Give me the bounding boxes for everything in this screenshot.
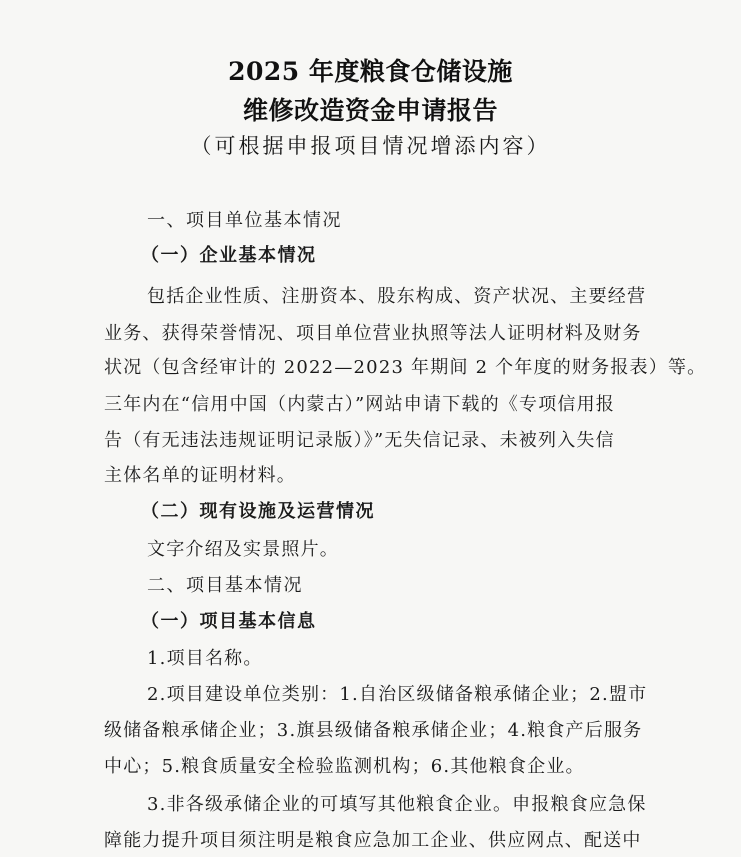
subsection-heading-3: （一）项目基本信息 xyxy=(141,611,317,632)
document-title-line1: 2025 年度粮食仓储设施 xyxy=(228,57,513,86)
subsection-heading-1: （一）企业基本情况 xyxy=(141,245,317,266)
paragraph-line: 状况（包含经审计的 2022—2023 年期间 2 个年度的财务报表）等。 xyxy=(104,357,707,378)
subsection-heading-2: （二）现有设施及运营情况 xyxy=(141,501,375,522)
paragraph-line: 三年内在“信用中国（内蒙古）”网站申请下载的《专项信用报 xyxy=(104,394,616,415)
paragraph-line: 1.项目名称。 xyxy=(147,648,263,669)
section-heading-1: 一、项目单位基本情况 xyxy=(147,210,342,231)
paragraph-line: 级储备粮承储企业；3.旗县级储备粮承储企业；4.粮食产后服务 xyxy=(104,720,643,741)
paragraph-line: 3.非各级承储企业的可填写其他粮食企业。申报粮食应急保 xyxy=(147,794,647,815)
paragraph-line: 告（有无违法违规证明记录版）》”无失信记录、未被列入失信 xyxy=(104,430,615,451)
document-subtitle: （可根据申报项目情况增添内容） xyxy=(190,134,551,158)
paragraph-line: 中心；5.粮食质量安全检验监测机构；6.其他粮食企业。 xyxy=(104,756,585,777)
paragraph-line: 包括企业性质、注册资本、股东构成、资产状况、主要经营 xyxy=(147,286,647,307)
paragraph-line: 2.项目建设单位类别：1.自治区级储备粮承储企业；2.盟市 xyxy=(147,684,648,705)
paragraph-line: 障能力提升项目须注明是粮食应急加工企业、供应网点、配送中 xyxy=(104,830,642,851)
document-title-line2: 维修改造资金申请报告 xyxy=(242,96,498,125)
paragraph-line: 文字介绍及实景照片。 xyxy=(147,539,339,560)
paragraph-line: 业务、获得荣誉情况、项目单位营业执照等法人证明材料及财务 xyxy=(104,323,642,344)
paragraph-line: 主体名单的证明材料。 xyxy=(104,465,296,486)
section-heading-2: 二、项目基本情况 xyxy=(147,575,303,596)
